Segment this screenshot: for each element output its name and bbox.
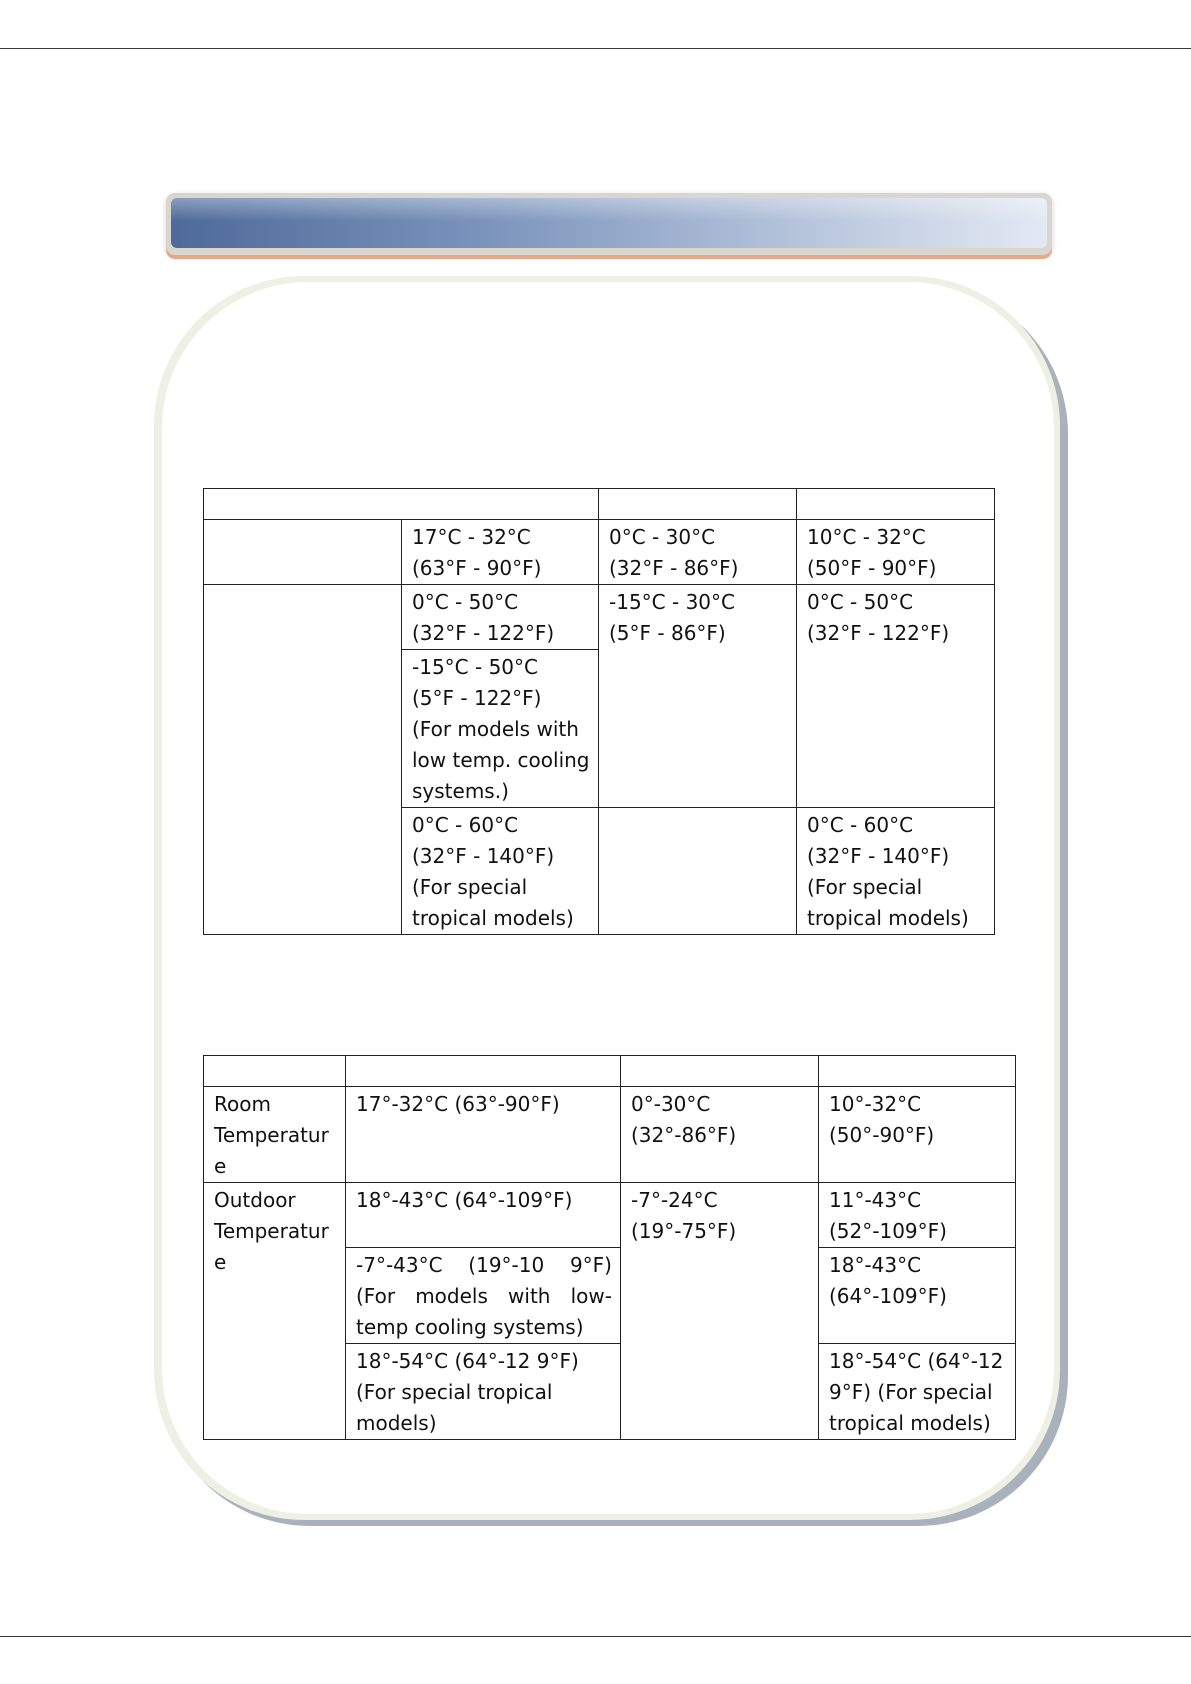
room-cool-cell: [402, 520, 599, 585]
outdoor-cool-low-temp-cell: -7°-43°C (19°-10 9°F) (For models with low-temp cooling systems): [346, 1248, 621, 1344]
table-row-outdoor-standard: [204, 1183, 1016, 1248]
header-cell: [599, 489, 797, 520]
cell-line: -15°C - 50°C: [412, 655, 538, 679]
outdoor-temperature-label: Outdoor Temperature: [204, 1183, 346, 1440]
outdoor-cool-tropical-cell: [402, 808, 599, 935]
table-header-row: [204, 489, 995, 520]
cell-line: (32°F - 86°F): [609, 556, 739, 580]
outdoor-cool-low-temp-cell: [402, 650, 599, 808]
table-header-row: [204, 1056, 1016, 1087]
outdoor-dry-tropical-cell: [797, 808, 995, 935]
header-cell: [204, 1056, 346, 1087]
footer-rule: [0, 1636, 1191, 1637]
header-cell: [621, 1056, 819, 1087]
operating-temperature-table-2: [203, 1055, 1016, 1440]
header-cell: [346, 1056, 621, 1087]
outdoor-cool-tropical-cell: 18°-54°C (64°-12 9°F) (For special tropical models): [346, 1344, 621, 1440]
cell-line: (32°F - 140°F): [412, 844, 555, 868]
outdoor-cool-standard-cell: 18°-43°C (64°-109°F): [346, 1183, 621, 1248]
outdoor-cool-standard-cell: [402, 585, 599, 650]
cell-line: 0°C - 60°C: [412, 813, 519, 837]
outdoor-dry-tropical-cell: 18°-54°C (64°-12 9°F) (For special tropical models): [819, 1344, 1016, 1440]
header-cell: [204, 489, 599, 520]
cell-line: 17°C - 32°C: [412, 525, 531, 549]
room-temperature-label: Room Temperature: [204, 1087, 346, 1183]
room-dry-cell: 10°-32°C (50°-90°F): [819, 1087, 1016, 1183]
outdoor-dry-standard-cell: 11°-43°C (52°-109°F): [819, 1183, 1016, 1248]
room-heat-cell: 0°-30°C (32°-86°F): [621, 1087, 819, 1183]
cell-line: 0°C - 50°C: [807, 590, 914, 614]
table-row-room: [204, 1087, 1016, 1183]
outdoor-dry-low-temp-cell: 18°-43°C (64°-109°F): [819, 1248, 1016, 1344]
operating-temperature-table-1: [203, 488, 995, 935]
table-row-outdoor-standard: [204, 585, 995, 650]
cell-line: systems.): [412, 779, 509, 803]
cell-line: low temp. cooling: [412, 748, 590, 772]
outdoor-heat-tropical-empty-cell: [599, 808, 797, 935]
cell-line: 0°C - 50°C: [412, 590, 519, 614]
outdoor-dry-standard-cell: [797, 585, 995, 808]
room-cool-cell: 17°-32°C (63°-90°F): [346, 1087, 621, 1183]
cell-line: (32°F - 140°F): [807, 844, 950, 868]
header-rule: [0, 48, 1191, 49]
cell-line: (32°F - 122°F): [412, 621, 555, 645]
section-banner: [166, 193, 1052, 255]
section-banner-gradient: [171, 198, 1047, 248]
header-cell: [819, 1056, 1016, 1087]
room-heat-cell: [599, 520, 797, 585]
cell-line: tropical models): [807, 906, 969, 930]
cell-line: 0°C - 30°C: [609, 525, 716, 549]
row-label-cell: [204, 585, 402, 935]
cell-line: (63°F - 90°F): [412, 556, 542, 580]
cell-line: (50°F - 90°F): [807, 556, 937, 580]
row-label-cell: [204, 520, 402, 585]
cell-line: (For models with: [412, 717, 579, 741]
cell-line: (For special: [807, 875, 923, 899]
cell-line: (5°F - 86°F): [609, 621, 726, 645]
header-cell: [797, 489, 995, 520]
room-dry-cell: [797, 520, 995, 585]
cell-line: (32°F - 122°F): [807, 621, 950, 645]
table-row-room: [204, 520, 995, 585]
outdoor-heat-cell: [599, 585, 797, 808]
cell-line: 10°C - 32°C: [807, 525, 926, 549]
outdoor-heat-cell: -7°-24°C (19°-75°F): [621, 1183, 819, 1440]
cell-line: 0°C - 60°C: [807, 813, 914, 837]
cell-line: -15°C - 30°C: [609, 590, 735, 614]
cell-line: (5°F - 122°F): [412, 686, 542, 710]
cell-line: tropical models): [412, 906, 574, 930]
cell-line: (For special: [412, 875, 528, 899]
